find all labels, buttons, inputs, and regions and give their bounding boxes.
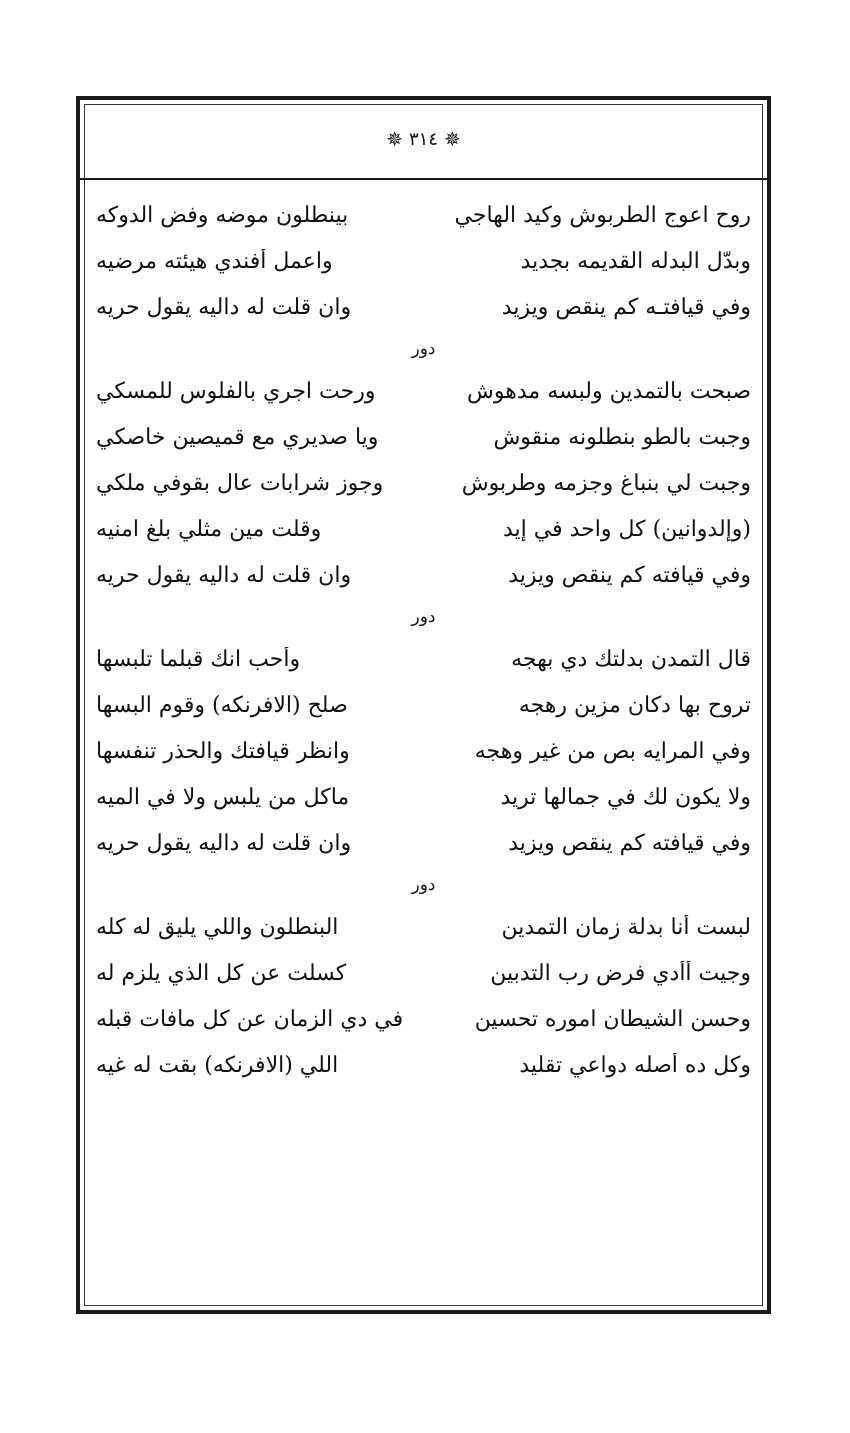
- second-hemistich: وأحب انك قبلما تلبسها: [96, 646, 301, 672]
- first-hemistich: روح اعوج الطربوش وكيد الهاجي: [454, 202, 751, 228]
- ornament-star-icon: ✵: [444, 127, 461, 151]
- second-hemistich: ويا صديري مع قميصين خاصكي: [96, 424, 379, 450]
- verse-line: [96, 636, 751, 682]
- second-hemistich: كسلت عن كل الذي يلزم له: [96, 960, 347, 986]
- verse-line: [96, 1042, 751, 1088]
- first-hemistich: وجبت بالطو بنطلونه منقوش: [493, 424, 751, 450]
- poem-section: [96, 192, 751, 330]
- second-hemistich: وان قلت له داليه يقول حريه: [96, 830, 352, 856]
- verse-line: [96, 950, 751, 996]
- first-hemistich: صبحت بالتمدين ولبسه مدهوش: [467, 378, 751, 404]
- page-frame: [76, 96, 771, 1314]
- verse-line: [96, 904, 751, 950]
- second-hemistich: اللي (الافرنكه) بقت له غيه: [96, 1052, 339, 1078]
- verse-line: [96, 460, 751, 506]
- ornament-star-icon: ✵: [386, 127, 403, 151]
- verse-line: [96, 238, 751, 284]
- verse-line: [96, 192, 751, 238]
- first-hemistich: وفي المرايه بص من غير وهجه: [474, 738, 751, 764]
- verse-line: [96, 774, 751, 820]
- poem-section: [96, 598, 751, 866]
- second-hemistich: واعمل أفندي هيئته مرضيه: [96, 248, 333, 274]
- first-hemistich: قال التمدن بدلتك دي بهجه: [511, 646, 751, 672]
- second-hemistich: في دي الزمان عن كل مافات قبله: [96, 1006, 404, 1032]
- section-title: دور: [411, 875, 436, 895]
- second-hemistich: وجوز شرابات عال بقوفي ملكي: [96, 470, 384, 496]
- poem-section: [96, 330, 751, 598]
- first-hemistich: ولا يكون لك في جمالها تريد: [500, 784, 751, 810]
- second-hemistich: بينطلون موضه وفض الدوكه: [96, 202, 349, 228]
- section-title: دور: [411, 607, 436, 627]
- first-hemistich: وفي قيافتـه كم ينقص ويزيد: [501, 294, 751, 320]
- first-hemistich: (وإلدوانين) كل واحد في إيد: [502, 516, 751, 542]
- second-hemistich: صلح (الافرنكه) وقوم البسها: [96, 692, 348, 718]
- verse-line: [96, 368, 751, 414]
- second-hemistich: وان قلت له داليه يقول حريه: [96, 294, 352, 320]
- verse-line: [96, 552, 751, 598]
- second-hemistich: ماكل من يلبس ولا في الميه: [96, 784, 350, 810]
- verse-line: [96, 820, 751, 866]
- first-hemistich: تروح بها دكان مزين رهجه: [518, 692, 751, 718]
- verse-line: [96, 728, 751, 774]
- first-hemistich: وكل ده أصله دواعي تقليد: [519, 1052, 751, 1078]
- verse-line: [96, 682, 751, 728]
- first-hemistich: وجبت لي بنباغ وجزمه وطربوش: [461, 470, 751, 496]
- first-hemistich: وحسن الشيطان اموره تحسين: [474, 1006, 751, 1032]
- first-hemistich: لبست أنا بدلة زمان التمدين: [501, 914, 751, 940]
- first-hemistich: وفي قيافته كم ينقص ويزيد: [508, 562, 751, 588]
- second-hemistich: وانظر قيافتك والحذر تنفسها: [96, 738, 350, 764]
- second-hemistich: البنطلون واللي يليق له كله: [96, 914, 339, 940]
- verse-line: [96, 284, 751, 330]
- poem-body: [96, 192, 751, 1300]
- verse-line: [96, 506, 751, 552]
- page-header: [80, 100, 767, 180]
- section-title: دور: [411, 339, 436, 359]
- poem-section: [96, 866, 751, 1088]
- verse-line: [96, 414, 751, 460]
- first-hemistich: وبدّل البدله القديمه بجديد: [520, 248, 751, 274]
- verse-line: [96, 996, 751, 1042]
- second-hemistich: ورحت اجري بالفلوس للمسكي: [96, 378, 376, 404]
- first-hemistich: وجيت أأدي فرض رب التدبين: [490, 960, 751, 986]
- first-hemistich: وفي قيافته كم ينقص ويزيد: [508, 830, 751, 856]
- second-hemistich: وان قلت له داليه يقول حريه: [96, 562, 352, 588]
- second-hemistich: وقلت مين مثلي بلغ امنيه: [96, 516, 322, 542]
- page-number: ٣١٤: [408, 128, 438, 150]
